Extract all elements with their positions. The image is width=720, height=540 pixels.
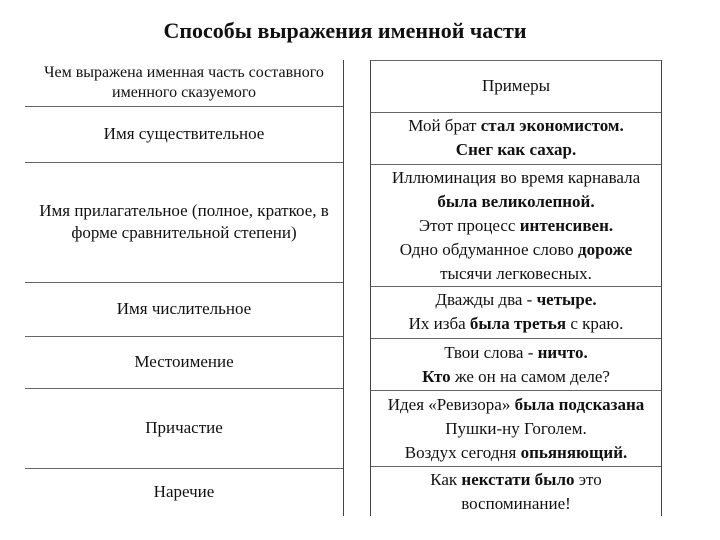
row-adjective: Имя прилагательное (полное, краткое, в форме сравнительной степени) <box>39 201 329 242</box>
row-divider <box>371 338 661 339</box>
example-line: Снег как сахар. <box>455 140 577 159</box>
expression-table <box>25 60 661 516</box>
row-divider <box>371 390 661 391</box>
left-column <box>25 60 344 516</box>
page-title: Способы выражения именной части <box>163 18 527 43</box>
row-participle: Причастие <box>145 418 223 437</box>
example-line: Воздух сегодня опьяняющий. <box>404 443 628 462</box>
row-divider <box>371 466 661 467</box>
example-line: Иллюминация во время карнавала <box>391 168 641 187</box>
row-divider <box>371 112 661 113</box>
example-line: Кто же он на самом деле? <box>422 367 610 386</box>
header-left: Чем выражена именная часть составного именного сказуемого <box>44 64 324 101</box>
example-line: Их изба была третья с краю. <box>408 314 624 333</box>
example-line: Твои слова - ничто. <box>444 343 588 362</box>
example-line: воспоминание! <box>461 494 571 513</box>
row-divider <box>371 164 661 165</box>
row-noun: Имя существительное <box>103 124 265 143</box>
example-line: Дважды два - четыре. <box>435 290 597 309</box>
row-divider <box>371 286 661 287</box>
example-line: Одно обдуманное слово дороже <box>399 240 633 259</box>
example-line: Как некстати было это <box>430 470 602 489</box>
example-line: Идея «Ревизора» была подсказана <box>387 395 645 414</box>
example-line: была великолепной. <box>437 192 595 211</box>
header-right: Примеры <box>481 76 551 95</box>
example-line: Этот процесс интенсивен. <box>418 216 614 235</box>
right-column <box>370 60 662 516</box>
row-numeral: Имя числительное <box>116 299 252 318</box>
example-line: Мой брат стал экономистом. <box>408 116 624 135</box>
row-pronoun: Местоимение <box>134 352 234 371</box>
row-adverb: Наречие <box>153 482 215 501</box>
example-line: тысячи легковесных. <box>440 264 592 283</box>
example-line: Пушки-ну Гоголем. <box>445 419 587 438</box>
